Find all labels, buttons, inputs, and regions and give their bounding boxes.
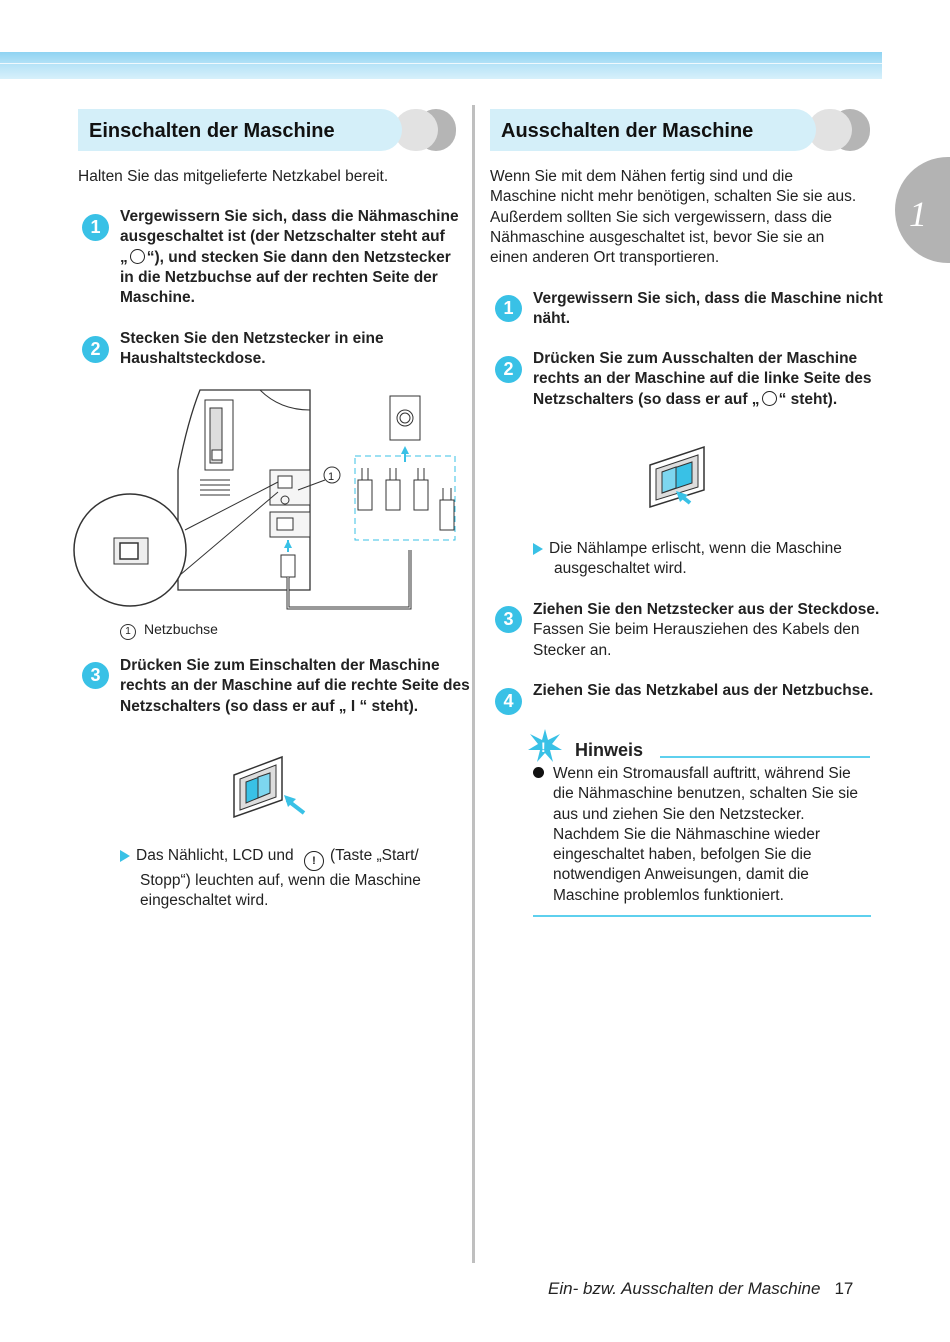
svg-text:!: ! xyxy=(541,739,546,755)
step-number: 3 xyxy=(82,662,109,689)
intro-text: Wenn Sie mit dem Nähen fertig sind und die Maschine nicht mehr benötigen, schalten Sie sie aus. Außerdem sollten Sie sich vergewissern, dass die Nähmaschine ausgeschaltet ist, bevor Sie sie an einen anderen Ort transportieren. xyxy=(490,168,857,267)
chapter-number: 1 xyxy=(909,194,927,234)
hint-top-rule xyxy=(660,756,870,758)
result-arrow-icon xyxy=(120,850,130,862)
switch-on-illustration xyxy=(232,755,312,825)
step-2-text: Drücken Sie zum Ausschalten der Maschine rechts an der Maschine auf die linke Seite des Netzschalters (so dass er auf „ “ steht). xyxy=(533,350,872,408)
step-number: 1 xyxy=(82,214,109,241)
result-on-text: Das Nählicht, LCD und ! (Taste „Start/ Stopp“) leuchten auf, wenn die Maschine eingeschaltet wird. xyxy=(120,846,450,912)
result-arrow-icon xyxy=(533,543,543,555)
hint-bottom-rule xyxy=(533,915,871,917)
bullet-icon xyxy=(533,767,544,778)
section-header-einschalten xyxy=(78,109,456,151)
step-3-text: Ziehen Sie den Netzstecker aus der Steckdose. Fassen Sie beim Herausziehen des Kabels den Stecker an. xyxy=(533,601,880,659)
step-number: 2 xyxy=(495,356,522,383)
page-footer xyxy=(548,1279,853,1299)
step-4-text: Ziehen Sie das Netzkabel aus der Netzbuchse. xyxy=(533,682,874,699)
page-number: 17 xyxy=(834,1279,854,1298)
step-number: 3 xyxy=(495,606,522,633)
intro-text: Halten Sie das mitgelieferte Netzkabel bereit. xyxy=(78,168,389,185)
callout-netzbuchse: 1 Netzbuchse xyxy=(120,619,218,640)
step-number: 1 xyxy=(495,295,522,322)
chapter-tab xyxy=(895,157,950,263)
off-circle-icon xyxy=(762,391,777,406)
step-1-text: Vergewissern Sie sich, dass die Maschine nicht näht. xyxy=(533,290,883,328)
top-color-bar xyxy=(0,52,882,79)
svg-text:1: 1 xyxy=(328,471,335,483)
result-off-text: Die Nählampe erlischt, wenn die Maschine ausgeschaltet wird. xyxy=(533,539,842,580)
power-cord-illustration xyxy=(70,380,470,625)
step-2-text: Stecken Sie den Netzstecker in eine Haushaltsteckdose. xyxy=(120,330,384,368)
section-header-ausschalten xyxy=(490,109,870,151)
step-number: 4 xyxy=(495,688,522,715)
step-number: 2 xyxy=(82,336,109,363)
hint-body: Wenn ein Stromausfall auftritt, während Sie die Nähmaschine benutzen, schalten Sie sie aus und ziehen Sie den Netzstecker. Nachdem Sie die Nähmaschine wieder eingeschaltet haben, befolgen Sie die notwendigen Anweisungen, damit die Maschine problemlos funktioniert. xyxy=(533,764,858,906)
start-stop-icon: ! xyxy=(304,851,324,871)
section-title: Ausschalten der Maschine xyxy=(501,120,754,142)
step-3-text: Drücken Sie zum Einschalten der Maschine rechts an der Maschine auf die rechte Seite des Netzschalters (so dass er auf „ I “ steht). xyxy=(120,657,470,715)
column-divider xyxy=(472,105,475,1263)
hint-star-icon xyxy=(527,728,563,764)
footer-title: Ein- bzw. Ausschalten der Maschine xyxy=(548,1279,821,1298)
switch-off-illustration xyxy=(648,445,728,520)
hint-title: Hinweis xyxy=(575,740,644,760)
step-1-text: Vergewissern Sie sich, dass die Nähmaschine ausgeschaltet ist (der Netzschalter steht auf „ “), und stecken Sie dann den Netzstecker in die Netzbuchse auf der rechten Seite der Maschine. xyxy=(120,208,459,307)
callout-number: 1 xyxy=(120,624,136,640)
section-title: Einschalten der Maschine xyxy=(89,120,335,142)
off-circle-icon xyxy=(130,249,145,264)
